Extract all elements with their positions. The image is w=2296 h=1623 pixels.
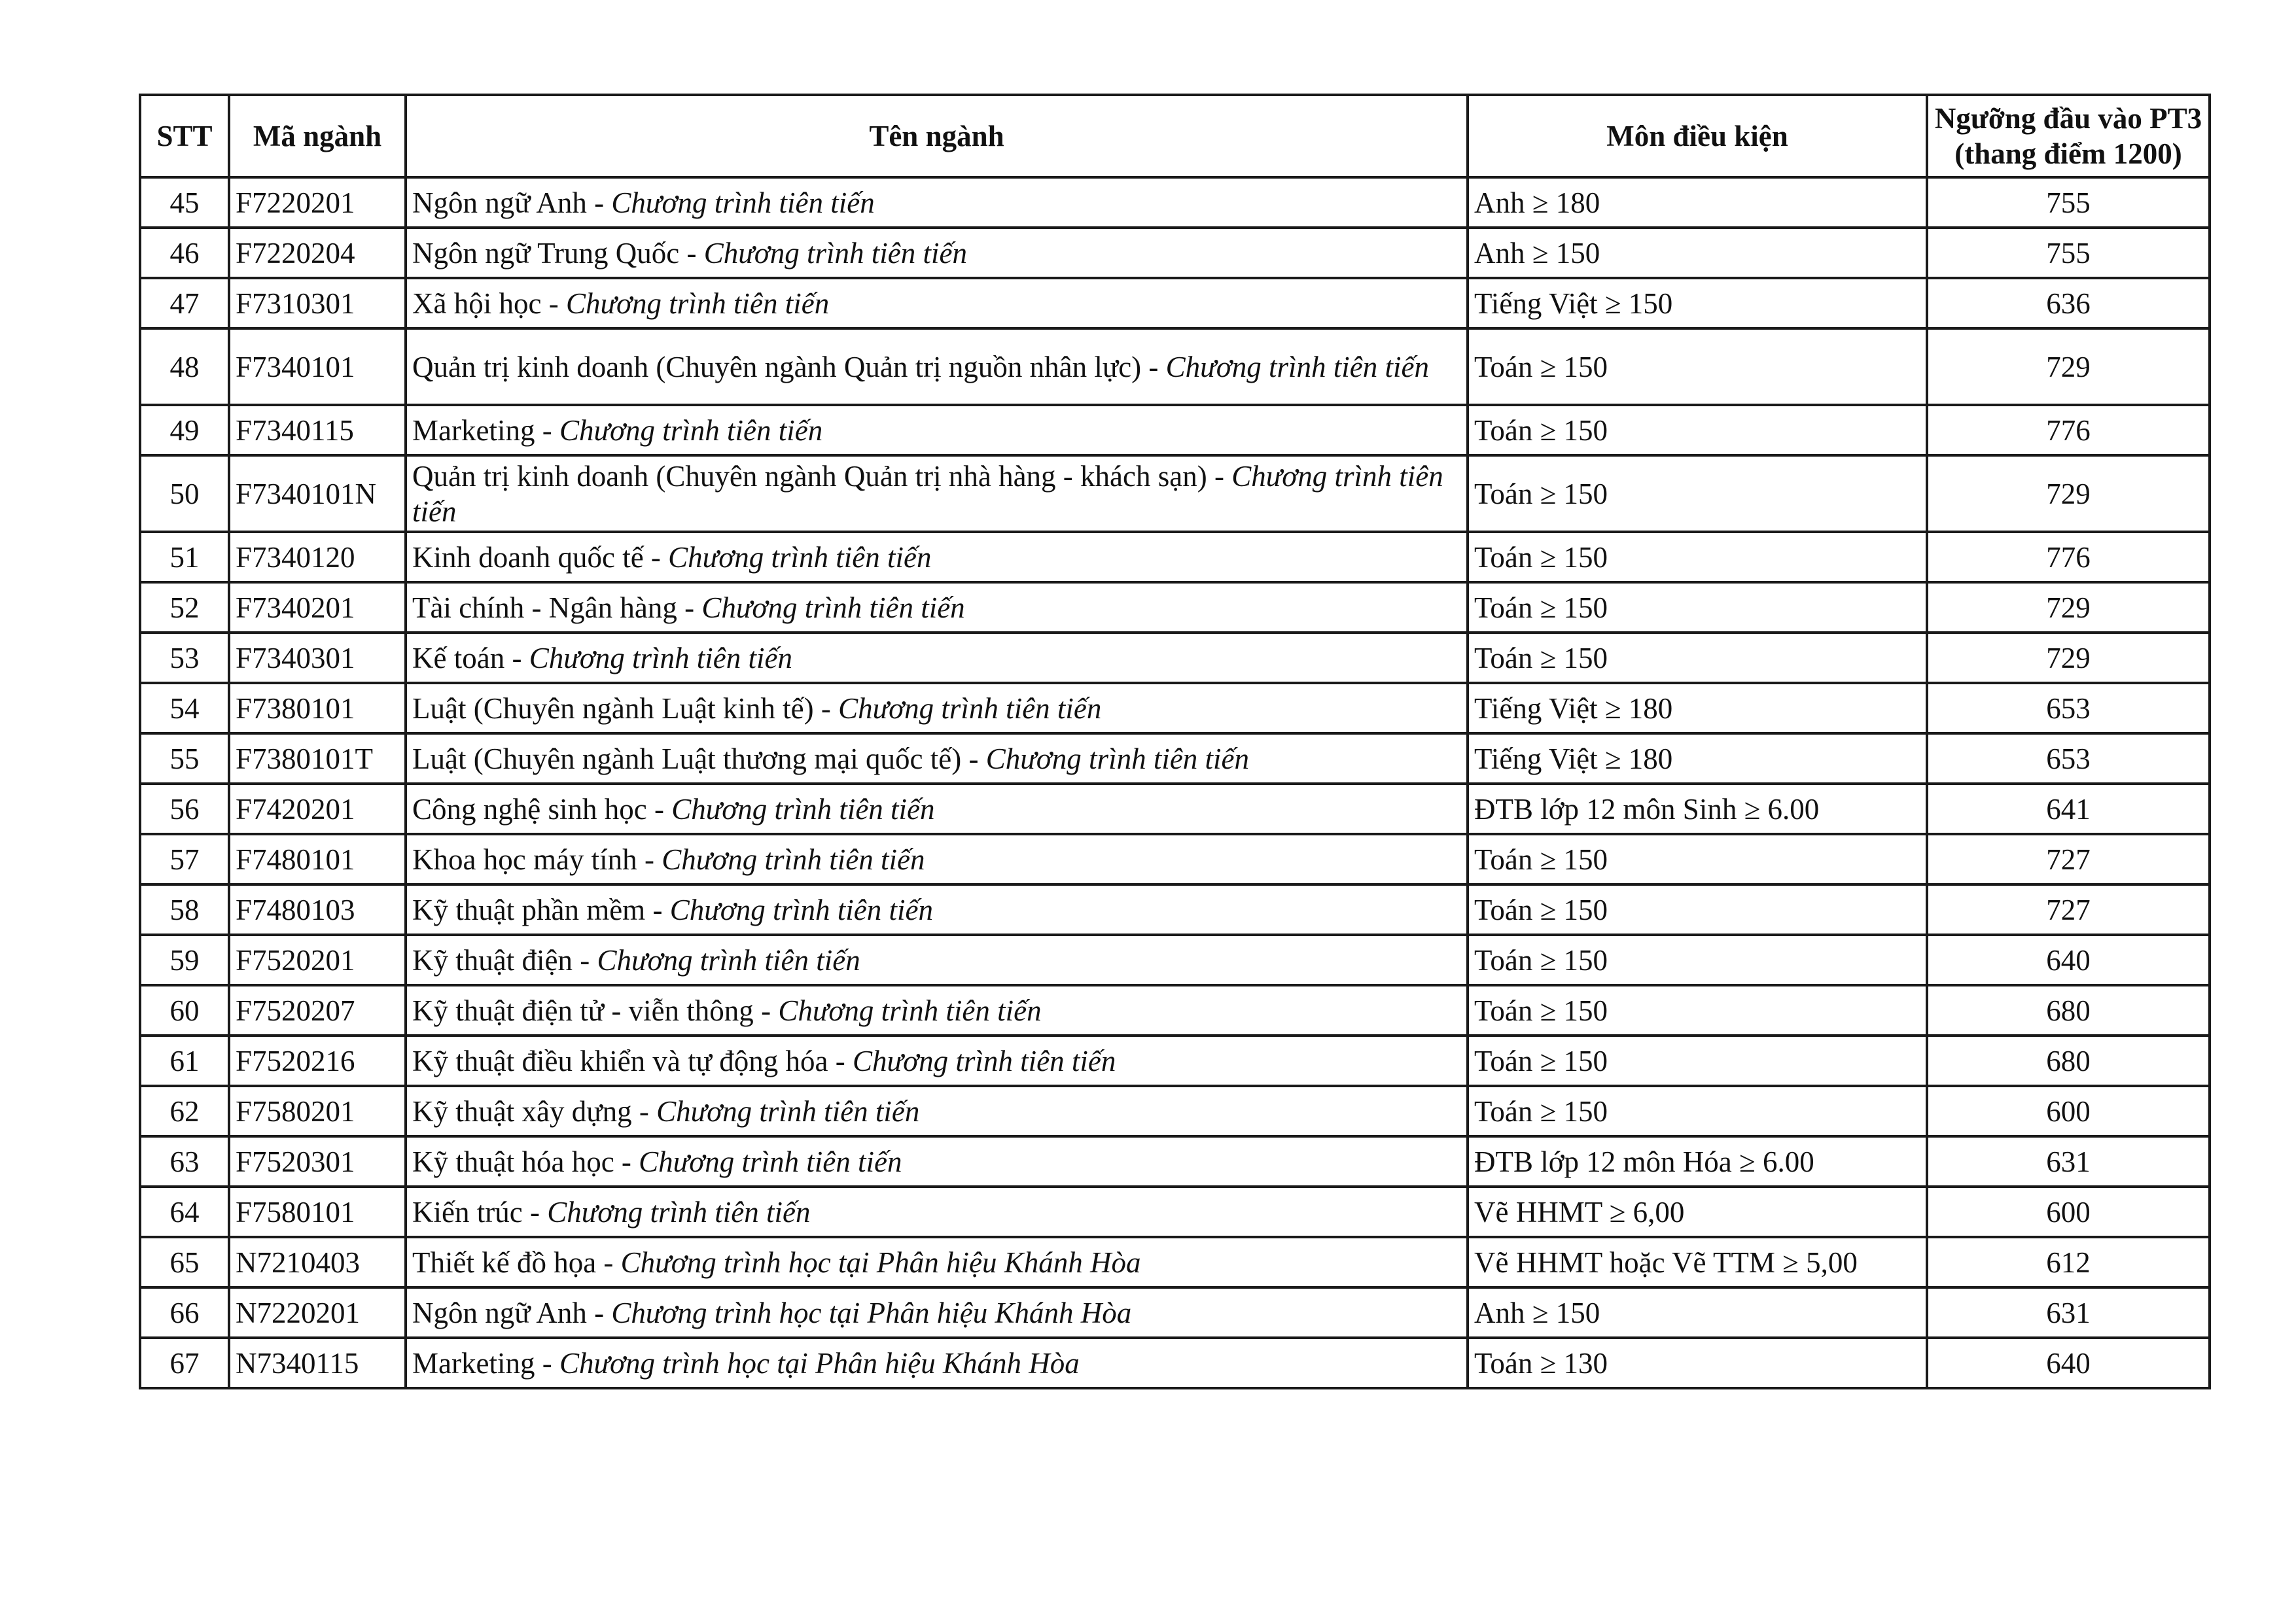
row-name: Kỹ thuật điện xyxy=(412,943,573,977)
row-code: F7310301 xyxy=(229,278,406,328)
row-stt: 46 xyxy=(140,228,229,278)
row-name-separator: - xyxy=(535,1346,559,1380)
table-row xyxy=(140,985,2210,1036)
row-threshold: 631 xyxy=(1927,1287,2210,1338)
row-code: F7580201 xyxy=(229,1086,406,1136)
row-threshold: 729 xyxy=(1927,455,2210,532)
row-threshold: 776 xyxy=(1927,405,2210,455)
row-condition: Toán ≥ 150 xyxy=(1468,455,1927,532)
row-condition: Toán ≥ 150 xyxy=(1468,633,1927,683)
row-name-cell xyxy=(406,582,1468,633)
row-stt: 60 xyxy=(140,985,229,1036)
table-row xyxy=(140,1086,2210,1136)
row-program: Chương trình tiên tiến xyxy=(1165,350,1429,383)
row-code: F7340201 xyxy=(229,582,406,633)
row-threshold: 680 xyxy=(1927,985,2210,1036)
row-program: Chương trình tiên tiến xyxy=(662,843,925,876)
row-program: Chương trình tiên tiến xyxy=(669,893,933,926)
row-code: F7340115 xyxy=(229,405,406,455)
row-code: F7340101N xyxy=(229,455,406,532)
table-row xyxy=(140,1036,2210,1086)
table-row xyxy=(140,1287,2210,1338)
table-row xyxy=(140,1136,2210,1187)
row-condition: Anh ≥ 150 xyxy=(1468,228,1927,278)
row-program: Chương trình tiên tiến xyxy=(668,540,932,574)
row-condition: Toán ≥ 150 xyxy=(1468,405,1927,455)
row-name: Luật (Chuyên ngành Luật kinh tế) xyxy=(412,691,814,725)
row-stt: 53 xyxy=(140,633,229,683)
row-program: Chương trình tiên tiến xyxy=(547,1195,811,1229)
row-code: N7220201 xyxy=(229,1287,406,1338)
row-code: F7380101 xyxy=(229,683,406,733)
row-code: F7580101 xyxy=(229,1187,406,1237)
row-name-cell xyxy=(406,328,1468,405)
row-name: Kỹ thuật phần mềm xyxy=(412,893,646,926)
table-row xyxy=(140,784,2210,834)
row-condition: ĐTB lớp 12 môn Sinh ≥ 6.00 xyxy=(1468,784,1927,834)
row-threshold: 755 xyxy=(1927,228,2210,278)
row-stt: 63 xyxy=(140,1136,229,1187)
table-row xyxy=(140,935,2210,985)
row-threshold: 727 xyxy=(1927,884,2210,935)
table-row xyxy=(140,834,2210,884)
row-code: F7520207 xyxy=(229,985,406,1036)
row-name-separator: - xyxy=(631,1094,657,1128)
row-code: F7340120 xyxy=(229,532,406,582)
row-name-cell xyxy=(406,405,1468,455)
row-name: Kỹ thuật điện tử - viễn thông xyxy=(412,994,754,1027)
row-name-cell xyxy=(406,985,1468,1036)
row-code: F7480101 xyxy=(229,834,406,884)
table-row xyxy=(140,532,2210,582)
row-stt: 48 xyxy=(140,328,229,405)
row-name-separator: - xyxy=(813,691,839,725)
row-threshold: 776 xyxy=(1927,532,2210,582)
table-row xyxy=(140,177,2210,228)
row-condition: Tiếng Việt ≥ 180 xyxy=(1468,683,1927,733)
row-threshold: 653 xyxy=(1927,683,2210,733)
row-condition: Toán ≥ 150 xyxy=(1468,1036,1927,1086)
row-program: Chương trình tiên tiến xyxy=(597,943,860,977)
row-condition: Toán ≥ 150 xyxy=(1468,834,1927,884)
row-stt: 58 xyxy=(140,884,229,935)
row-program: Chương trình tiên tiến xyxy=(559,413,823,447)
row-name-cell xyxy=(406,1086,1468,1136)
row-code: F7520201 xyxy=(229,935,406,985)
row-condition: Toán ≥ 150 xyxy=(1468,935,1927,985)
row-name-separator: - xyxy=(535,413,559,447)
row-name-cell xyxy=(406,1036,1468,1086)
row-threshold: 729 xyxy=(1927,633,2210,683)
table-row xyxy=(140,1338,2210,1388)
row-name: Ngôn ngữ Trung Quốc xyxy=(412,236,680,270)
row-condition: Vẽ HHMT ≥ 6,00 xyxy=(1468,1187,1927,1237)
table-row xyxy=(140,1187,2210,1237)
row-name-cell xyxy=(406,1338,1468,1388)
row-name-cell xyxy=(406,1237,1468,1287)
row-program: Chương trình tiên tiến xyxy=(565,287,830,320)
row-stt: 54 xyxy=(140,683,229,733)
row-name-cell xyxy=(406,1287,1468,1338)
admission-threshold-table xyxy=(139,94,2211,1389)
header-threshold-line2: (thang điểm 1200) xyxy=(1954,137,2182,170)
table-row xyxy=(140,455,2210,532)
row-code: F7220204 xyxy=(229,228,406,278)
header-threshold-line1: Ngưỡng đầu vào PT3 xyxy=(1934,102,2202,135)
row-name-separator: - xyxy=(614,1145,639,1178)
row-name: Quản trị kinh doanh (Chuyên ngành Quản trị nhà hàng - khách sạn) xyxy=(412,459,1207,493)
row-name-cell xyxy=(406,1187,1468,1237)
row-code: F7340301 xyxy=(229,633,406,683)
row-stt: 67 xyxy=(140,1338,229,1388)
row-name-cell xyxy=(406,633,1468,683)
row-name-separator: - xyxy=(645,893,670,926)
table-body xyxy=(140,177,2210,1388)
row-name-cell xyxy=(406,278,1468,328)
row-name: Kinh doanh quốc tế xyxy=(412,540,644,574)
row-name-separator: - xyxy=(828,1044,853,1077)
row-name-separator: - xyxy=(1207,459,1232,493)
row-name-separator: - xyxy=(1141,350,1166,383)
row-name: Tài chính - Ngân hàng xyxy=(412,591,677,624)
row-condition: Toán ≥ 150 xyxy=(1468,985,1927,1036)
table-row xyxy=(140,884,2210,935)
row-program: Chương trình học tại Phân hiệu Khánh Hòa xyxy=(559,1346,1080,1380)
row-threshold: 653 xyxy=(1927,733,2210,784)
row-code: F7520301 xyxy=(229,1136,406,1187)
table-row xyxy=(140,633,2210,683)
row-stt: 65 xyxy=(140,1237,229,1287)
row-name: Khoa học máy tính xyxy=(412,843,637,876)
row-code: F7520216 xyxy=(229,1036,406,1086)
row-condition: Toán ≥ 150 xyxy=(1468,582,1927,633)
row-code: N7340115 xyxy=(229,1338,406,1388)
row-name: Luật (Chuyên ngành Luật thương mại quốc tế) xyxy=(412,742,962,775)
row-program: Chương trình tiên tiến xyxy=(656,1094,920,1128)
row-condition: Anh ≥ 180 xyxy=(1468,177,1927,228)
row-stt: 52 xyxy=(140,582,229,633)
row-name-separator: - xyxy=(961,742,986,775)
row-threshold: 600 xyxy=(1927,1187,2210,1237)
row-name-separator: - xyxy=(522,1195,548,1229)
row-condition: Toán ≥ 150 xyxy=(1468,884,1927,935)
table-row xyxy=(140,582,2210,633)
header-stt: STT xyxy=(140,95,229,177)
row-name-separator: - xyxy=(572,943,597,977)
table-row xyxy=(140,683,2210,733)
row-code: F7340101 xyxy=(229,328,406,405)
row-name-separator: - xyxy=(586,1296,612,1329)
table-row xyxy=(140,1237,2210,1287)
row-name: Kế toán xyxy=(412,641,505,674)
row-program: Chương trình tiên tiến xyxy=(853,1044,1116,1077)
row-name-cell xyxy=(406,1136,1468,1187)
row-name-separator: - xyxy=(541,287,566,320)
row-program: Chương trình tiên tiến xyxy=(671,792,935,826)
row-name-separator: - xyxy=(637,843,662,876)
row-name: Xã hội học xyxy=(412,287,542,320)
row-name-cell xyxy=(406,177,1468,228)
row-stt: 57 xyxy=(140,834,229,884)
header-row xyxy=(140,95,2210,177)
row-name-cell xyxy=(406,935,1468,985)
row-program: Chương trình tiên tiến xyxy=(985,742,1250,775)
row-condition: ĐTB lớp 12 môn Hóa ≥ 6.00 xyxy=(1468,1136,1927,1187)
row-name-cell xyxy=(406,455,1468,532)
row-code: F7380101T xyxy=(229,733,406,784)
row-name: Ngôn ngữ Anh xyxy=(412,1296,587,1329)
row-threshold: 640 xyxy=(1927,935,2210,985)
row-name-cell xyxy=(406,683,1468,733)
row-threshold: 640 xyxy=(1927,1338,2210,1388)
row-condition: Toán ≥ 150 xyxy=(1468,328,1927,405)
row-name: Thiết kế đồ họa xyxy=(412,1246,597,1279)
row-name-separator: - xyxy=(646,792,672,826)
row-name-cell xyxy=(406,884,1468,935)
header-condition: Môn điều kiện xyxy=(1468,95,1927,177)
header-name: Tên ngành xyxy=(406,95,1468,177)
row-name: Kiến trúc xyxy=(412,1195,523,1229)
row-stt: 49 xyxy=(140,405,229,455)
table-row xyxy=(140,405,2210,455)
row-name: Marketing xyxy=(412,1346,535,1380)
row-name-cell xyxy=(406,228,1468,278)
row-threshold: 729 xyxy=(1927,328,2210,405)
row-stt: 66 xyxy=(140,1287,229,1338)
row-condition: Tiếng Việt ≥ 150 xyxy=(1468,278,1927,328)
row-threshold: 680 xyxy=(1927,1036,2210,1086)
row-stt: 55 xyxy=(140,733,229,784)
row-code: F7220201 xyxy=(229,177,406,228)
row-name: Kỹ thuật hóa học xyxy=(412,1145,614,1178)
row-threshold: 755 xyxy=(1927,177,2210,228)
row-threshold: 612 xyxy=(1927,1237,2210,1287)
row-threshold: 729 xyxy=(1927,582,2210,633)
row-stt: 45 xyxy=(140,177,229,228)
row-name-separator: - xyxy=(679,236,704,270)
row-program: Chương trình học tại Phân hiệu Khánh Hòa xyxy=(620,1246,1141,1279)
row-stt: 56 xyxy=(140,784,229,834)
header-code: Mã ngành xyxy=(229,95,406,177)
row-program: Chương trình tiên tiến xyxy=(639,1145,902,1178)
row-stt: 62 xyxy=(140,1086,229,1136)
row-program: Chương trình tiên tiến xyxy=(412,459,1443,528)
row-name: Kỹ thuật xây dựng xyxy=(412,1094,632,1128)
row-name: Ngôn ngữ Anh xyxy=(412,186,587,219)
row-name-cell xyxy=(406,532,1468,582)
row-threshold: 631 xyxy=(1927,1136,2210,1187)
table-row xyxy=(140,733,2210,784)
row-name: Kỹ thuật điều khiển và tự động hóa xyxy=(412,1044,828,1077)
table-row xyxy=(140,278,2210,328)
row-stt: 59 xyxy=(140,935,229,985)
row-program: Chương trình tiên tiến xyxy=(703,236,967,270)
row-stt: 64 xyxy=(140,1187,229,1237)
row-name-cell xyxy=(406,733,1468,784)
row-name-separator: - xyxy=(677,591,702,624)
row-threshold: 641 xyxy=(1927,784,2210,834)
row-stt: 47 xyxy=(140,278,229,328)
row-threshold: 727 xyxy=(1927,834,2210,884)
row-program: Chương trình tiên tiến xyxy=(778,994,1042,1027)
row-program: Chương trình tiên tiến xyxy=(701,591,965,624)
row-condition: Toán ≥ 130 xyxy=(1468,1338,1927,1388)
row-condition: Vẽ HHMT hoặc Vẽ TTM ≥ 5,00 xyxy=(1468,1237,1927,1287)
row-program: Chương trình học tại Phân hiệu Khánh Hòa xyxy=(611,1296,1132,1329)
row-threshold: 600 xyxy=(1927,1086,2210,1136)
row-name-cell xyxy=(406,834,1468,884)
row-name-separator: - xyxy=(586,186,612,219)
row-program: Chương trình tiên tiến xyxy=(838,691,1102,725)
row-condition: Toán ≥ 150 xyxy=(1468,532,1927,582)
row-code: F7480103 xyxy=(229,884,406,935)
row-code: F7420201 xyxy=(229,784,406,834)
header-threshold xyxy=(1927,95,2210,177)
row-program: Chương trình tiên tiến xyxy=(611,186,875,219)
row-name-cell xyxy=(406,784,1468,834)
row-stt: 51 xyxy=(140,532,229,582)
table-row xyxy=(140,328,2210,405)
row-name-separator: - xyxy=(596,1246,621,1279)
row-name: Quản trị kinh doanh (Chuyên ngành Quản trị nguồn nhân lực) xyxy=(412,350,1142,383)
row-code: N7210403 xyxy=(229,1237,406,1287)
row-condition: Tiếng Việt ≥ 180 xyxy=(1468,733,1927,784)
row-name: Marketing xyxy=(412,413,535,447)
row-name: Công nghệ sinh học xyxy=(412,792,647,826)
row-condition: Anh ≥ 150 xyxy=(1468,1287,1927,1338)
row-name-separator: - xyxy=(504,641,529,674)
row-stt: 50 xyxy=(140,455,229,532)
row-name-separator: - xyxy=(753,994,779,1027)
row-condition: Toán ≥ 150 xyxy=(1468,1086,1927,1136)
row-threshold: 636 xyxy=(1927,278,2210,328)
row-name-separator: - xyxy=(643,540,669,574)
row-program: Chương trình tiên tiến xyxy=(529,641,793,674)
table-row xyxy=(140,228,2210,278)
row-stt: 61 xyxy=(140,1036,229,1086)
